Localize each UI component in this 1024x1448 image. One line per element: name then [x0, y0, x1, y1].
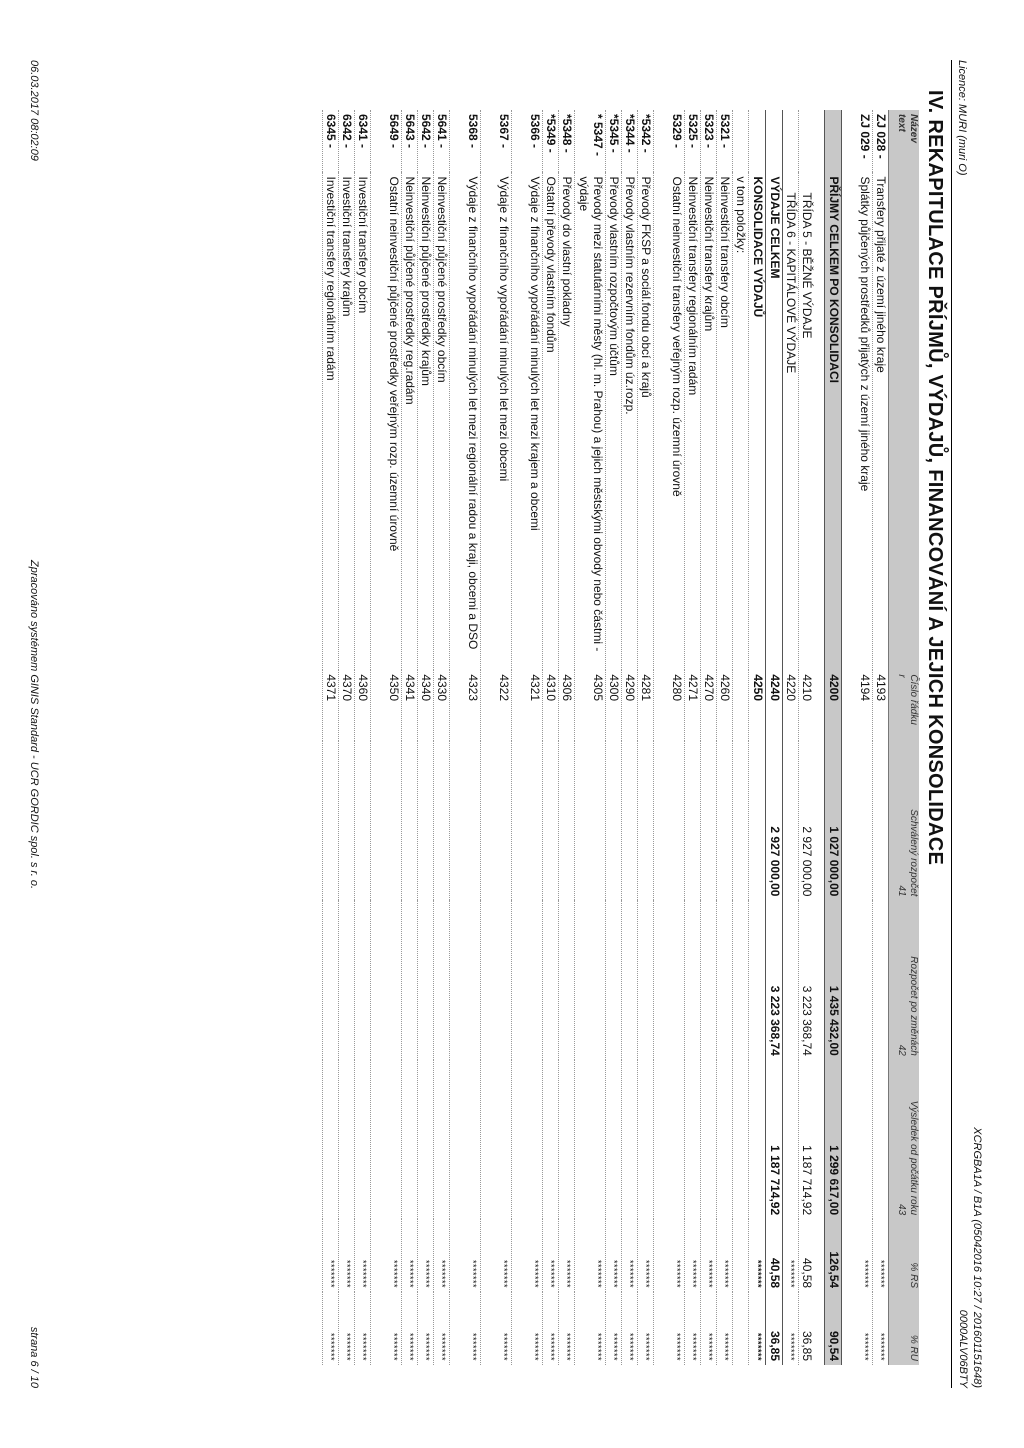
row-text: Převody FKSP a sociál.fondu obcí a krajů — [638, 172, 654, 670]
row-pct-ru: ******* — [418, 1292, 434, 1365]
row-code: ZJ 029 - — [842, 110, 873, 172]
row-pct-rs: ******* — [339, 1219, 355, 1292]
row-line: 4194 — [842, 670, 873, 741]
row-text: KONSOLIDACE VÝDAJŮ — [749, 172, 766, 670]
row-pct-ru: ******* — [783, 1292, 799, 1365]
row-changed — [842, 900, 873, 1059]
row-changed: 1 435 432,00 — [825, 900, 842, 1059]
row-code: 5323 - — [701, 110, 717, 172]
row-text: Investiční transfery obcím — [355, 172, 371, 670]
row-result — [749, 1060, 766, 1219]
row-text: Ostatní neinvestiční transfery veřejným rozp. územní úrovně — [654, 172, 685, 670]
row-text: Převody do vlastní pokladny — [559, 172, 575, 670]
row-line: 4321 — [512, 670, 543, 741]
row-pct-rs: ******* — [685, 1219, 701, 1292]
row-text: Neinvestiční půjčené prostředky reg.radám — [402, 172, 418, 670]
row-changed — [783, 900, 799, 1059]
row-line: 4240 — [766, 670, 783, 741]
table-row — [622, 110, 638, 1365]
table-row — [783, 110, 799, 1365]
row-result: 1 299 617,00 — [825, 1060, 842, 1219]
row-text: Transfery přijaté z území jiného kraje — [873, 172, 889, 670]
row-code: * 5347 - — [575, 110, 606, 172]
row-pct-ru: ******* — [512, 1292, 543, 1365]
row-code: 5366 - — [512, 110, 543, 172]
row-line: 4371 — [323, 670, 339, 741]
row-line: 4310 — [543, 670, 559, 741]
row-code: 5641 - — [434, 110, 450, 172]
row-pct-ru: ******* — [622, 1292, 638, 1365]
row-result — [873, 1060, 889, 1219]
row-line: 4322 — [481, 670, 512, 741]
row-text: Výdaje z finančního vypořádání minulých let mezi obcemi — [481, 172, 512, 670]
row-line: 4270 — [701, 670, 717, 741]
table-row — [559, 110, 575, 1365]
col-result-header: Výsledek od počátku roku 43 — [889, 1060, 920, 1219]
row-pct-rs: ******* — [873, 1219, 889, 1292]
row-text: v tom položky: — [733, 172, 749, 670]
row-pct-ru: ******* — [685, 1292, 701, 1365]
row-pct-ru: ******* — [434, 1292, 450, 1365]
table-row — [339, 110, 355, 1365]
row-code: 5325 - — [685, 110, 701, 172]
row-pct-ru: ******* — [339, 1292, 355, 1365]
row-pct-ru: ******* — [481, 1292, 512, 1365]
row-pct-rs: ******* — [575, 1219, 606, 1292]
row-code: *5344 - — [622, 110, 638, 172]
table-row — [606, 110, 622, 1365]
row-line: 4193 — [873, 670, 889, 741]
table-row-section — [749, 110, 766, 1365]
row-changed — [873, 900, 889, 1059]
row-text: Převody vlastním rezervním fondům úz.rozp. — [622, 172, 638, 670]
row-text: Neinvestiční transfery regionálním radám — [685, 172, 701, 670]
row-code: 5649 - — [371, 110, 402, 172]
row-pct-rs: ******* — [622, 1219, 638, 1292]
row-text: PŘÍJMY CELKEM PO KONSOLIDACI — [825, 172, 842, 670]
row-pct-ru: ******* — [749, 1292, 766, 1365]
row-pct-ru: ******* — [717, 1292, 733, 1365]
row-pct-rs: ******* — [512, 1219, 543, 1292]
row-text: Investiční transfery regionálním radám — [323, 172, 339, 670]
row-line: 4340 — [418, 670, 434, 741]
row-pct-rs: ******* — [371, 1219, 402, 1292]
row-text: Ostatní neinvestiční půjčené prostředky veřejným rozp. územní úrovně — [371, 172, 402, 670]
row-code: 6342 - — [339, 110, 355, 172]
row-line: 4200 — [825, 670, 842, 741]
row-pct-rs: 40,58 — [799, 1219, 815, 1292]
table-row — [543, 110, 559, 1365]
table-row — [481, 110, 512, 1365]
row-changed — [749, 900, 766, 1059]
table-row-total — [766, 110, 783, 1365]
row-pct-rs: ******* — [323, 1219, 339, 1292]
row-approved: 2 927 000,00 — [799, 741, 815, 900]
row-code: 6345 - — [323, 110, 339, 172]
table-row — [371, 110, 402, 1365]
row-pct-ru: ******* — [654, 1292, 685, 1365]
row-approved: 2 927 000,00 — [766, 741, 783, 900]
row-result — [842, 1060, 873, 1219]
row-line: 4330 — [434, 670, 450, 741]
row-pct-rs: ******* — [654, 1219, 685, 1292]
row-text: Neinvestiční půjčené prostředky krajům — [418, 172, 434, 670]
row-line: 4210 — [799, 670, 815, 741]
row-text: Výdaje z finančního vypořádání minulých let mezi krajem a obcemi — [512, 172, 543, 670]
row-pct-rs: ******* — [434, 1219, 450, 1292]
row-line: 4323 — [450, 670, 481, 741]
table-header-row — [889, 110, 920, 1365]
row-pct-ru: ******* — [575, 1292, 606, 1365]
table-row — [434, 110, 450, 1365]
row-code: 5368 - — [450, 110, 481, 172]
report-id — [956, 1127, 984, 1388]
col-name-header: Název text — [889, 110, 920, 172]
row-pct-ru: ******* — [873, 1292, 889, 1365]
row-pct-rs: ******* — [481, 1219, 512, 1292]
row-code: *5342 - — [638, 110, 654, 172]
row-code: 5321 - — [717, 110, 733, 172]
row-code: ZJ 028 - — [873, 110, 889, 172]
row-code: *5349 - — [543, 110, 559, 172]
recap-table — [322, 110, 919, 1365]
table-row — [733, 110, 749, 1365]
table-row — [799, 110, 815, 1365]
row-pct-rs: 126,54 — [825, 1219, 842, 1292]
row-code: 5642 - — [418, 110, 434, 172]
header-divider — [951, 60, 952, 1388]
row-pct-ru: 90,54 — [825, 1292, 842, 1365]
row-pct-ru: ******* — [638, 1292, 654, 1365]
row-pct-rs: ******* — [355, 1219, 371, 1292]
licence-label: Licence: MURI (muri O) — [956, 60, 968, 176]
row-text: Výdaje z finančního vypořádání minulých let mezi regionální radou a kraji, obcemi a DSO — [450, 172, 481, 670]
col-changed-header: Rozpočet po změnách 42 — [889, 900, 920, 1059]
system-note: Zpracováno systémem GINIS Standard - UCR GORDIC spol. s r. o. — [28, 560, 40, 890]
table-row — [685, 110, 701, 1365]
table-row — [450, 110, 481, 1365]
row-pct-rs: ******* — [559, 1219, 575, 1292]
col-pct-ru-header: % RU — [889, 1292, 920, 1365]
table-row — [402, 110, 418, 1365]
row-result — [783, 1060, 799, 1219]
col-line-header: Číslo řádku r — [889, 670, 920, 741]
row-pct-rs: ******* — [638, 1219, 654, 1292]
row-pct-rs: ******* — [842, 1219, 873, 1292]
row-pct-ru: ******* — [323, 1292, 339, 1365]
col-approved-header: Schválený rozpočet 41 — [889, 741, 920, 900]
row-pct-rs: 40,58 — [766, 1219, 783, 1292]
col-pct-rs-header: % RS — [889, 1219, 920, 1292]
table-row — [842, 110, 873, 1365]
row-text: Neinvestiční půjčené prostředky obcím — [434, 172, 450, 670]
row-pct-rs: ******* — [749, 1219, 766, 1292]
row-changed: 3 223 368,74 — [766, 900, 783, 1059]
table-row — [323, 110, 339, 1365]
row-approved: 1 027 000,00 — [825, 741, 842, 900]
table-row — [575, 110, 606, 1365]
row-line: 4300 — [606, 670, 622, 741]
page-title: IV. REKAPITULACE PŘÍJMŮ, VÝDAJŮ, FINANCOVÁNÍ A JEJICH KONSOLIDACE — [924, 90, 946, 866]
row-approved — [749, 741, 766, 900]
table-row — [654, 110, 685, 1365]
row-text: Ostatní převody vlastním fondům — [543, 172, 559, 670]
row-changed: 3 223 368,74 — [799, 900, 815, 1059]
row-code: 6341 - — [355, 110, 371, 172]
row-code: 5643 - — [402, 110, 418, 172]
row-result: 1 187 714,92 — [799, 1060, 815, 1219]
row-line: 4370 — [339, 670, 355, 741]
table-row — [355, 110, 371, 1365]
table-row — [512, 110, 543, 1365]
row-line: 4290 — [622, 670, 638, 741]
col-text-header — [889, 172, 920, 670]
row-text: TŘÍDA 5 - BĚŽNÉ VÝDAJE — [799, 172, 815, 670]
row-pct-ru: ******* — [606, 1292, 622, 1365]
row-pct-rs: ******* — [783, 1219, 799, 1292]
row-pct-rs: ******* — [402, 1219, 418, 1292]
table-row — [638, 110, 654, 1365]
row-line: 4306 — [559, 670, 575, 741]
row-approved — [783, 741, 799, 900]
row-approved — [873, 741, 889, 900]
row-pct-ru: ******* — [701, 1292, 717, 1365]
row-text: Neinvestiční transfery obcím — [717, 172, 733, 670]
table-row — [717, 110, 733, 1365]
row-text: Převody vlastním rozpočtovým účtům — [606, 172, 622, 670]
row-line: 4341 — [402, 670, 418, 741]
row-line: 4305 — [575, 670, 606, 741]
row-line: 4271 — [685, 670, 701, 741]
row-text: VÝDAJE CELKEM — [766, 172, 783, 670]
row-pct-ru: ******* — [543, 1292, 559, 1365]
row-code: 5329 - — [654, 110, 685, 172]
row-code: 5367 - — [481, 110, 512, 172]
row-line: 4280 — [654, 670, 685, 741]
row-pct-ru: 36,85 — [766, 1292, 783, 1365]
row-pct-rs: ******* — [543, 1219, 559, 1292]
row-code: *5348 - — [559, 110, 575, 172]
row-pct-ru: ******* — [371, 1292, 402, 1365]
table-row-total — [825, 110, 842, 1365]
page-number: strana 6 / 10 — [28, 1326, 40, 1388]
row-approved — [842, 741, 873, 900]
row-result: 1 187 714,92 — [766, 1060, 783, 1219]
row-pct-ru: ******* — [402, 1292, 418, 1365]
row-text: Převody mezi statutárními městy (hl. m. Prahou) a jejich městskými obvody nebo částmi - výdaje — [575, 172, 606, 670]
row-pct-rs: ******* — [606, 1219, 622, 1292]
row-line: 4260 — [717, 670, 733, 741]
row-pct-ru: 36,85 — [799, 1292, 815, 1365]
table-row — [418, 110, 434, 1365]
report-code: 0000ALV06BTY — [957, 1309, 969, 1388]
table-row — [701, 110, 717, 1365]
print-date: 06.03.2017 08:02:09 — [28, 60, 40, 161]
row-pct-rs: ******* — [450, 1219, 481, 1292]
row-line: 4350 — [371, 670, 402, 741]
spacer-row — [814, 110, 825, 1365]
row-text: TŘÍDA 6 - KAPITÁLOVÉ VÝDAJE — [783, 172, 799, 670]
row-text: Investiční transfery krajům — [339, 172, 355, 670]
row-pct-rs: ******* — [717, 1219, 733, 1292]
row-pct-rs: ******* — [418, 1219, 434, 1292]
row-code: *5345 - — [606, 110, 622, 172]
row-line: 4250 — [749, 670, 766, 741]
row-pct-ru: ******* — [355, 1292, 371, 1365]
row-pct-ru: ******* — [450, 1292, 481, 1365]
row-pct-ru: ******* — [559, 1292, 575, 1365]
row-line: 4360 — [355, 670, 371, 741]
row-text: Splátky půjčených prostředků přijatých z území jiného kraje — [842, 172, 873, 670]
row-line: 4281 — [638, 670, 654, 741]
table-row — [873, 110, 889, 1365]
report-id-line: XCRGBA1A / B1A (05042016 10:27 / 20160115164​8) — [971, 1127, 983, 1388]
row-line: 4220 — [783, 670, 799, 741]
row-text: Neinvestiční transfery krajům — [701, 172, 717, 670]
row-pct-rs: ******* — [701, 1219, 717, 1292]
row-pct-ru: ******* — [842, 1292, 873, 1365]
